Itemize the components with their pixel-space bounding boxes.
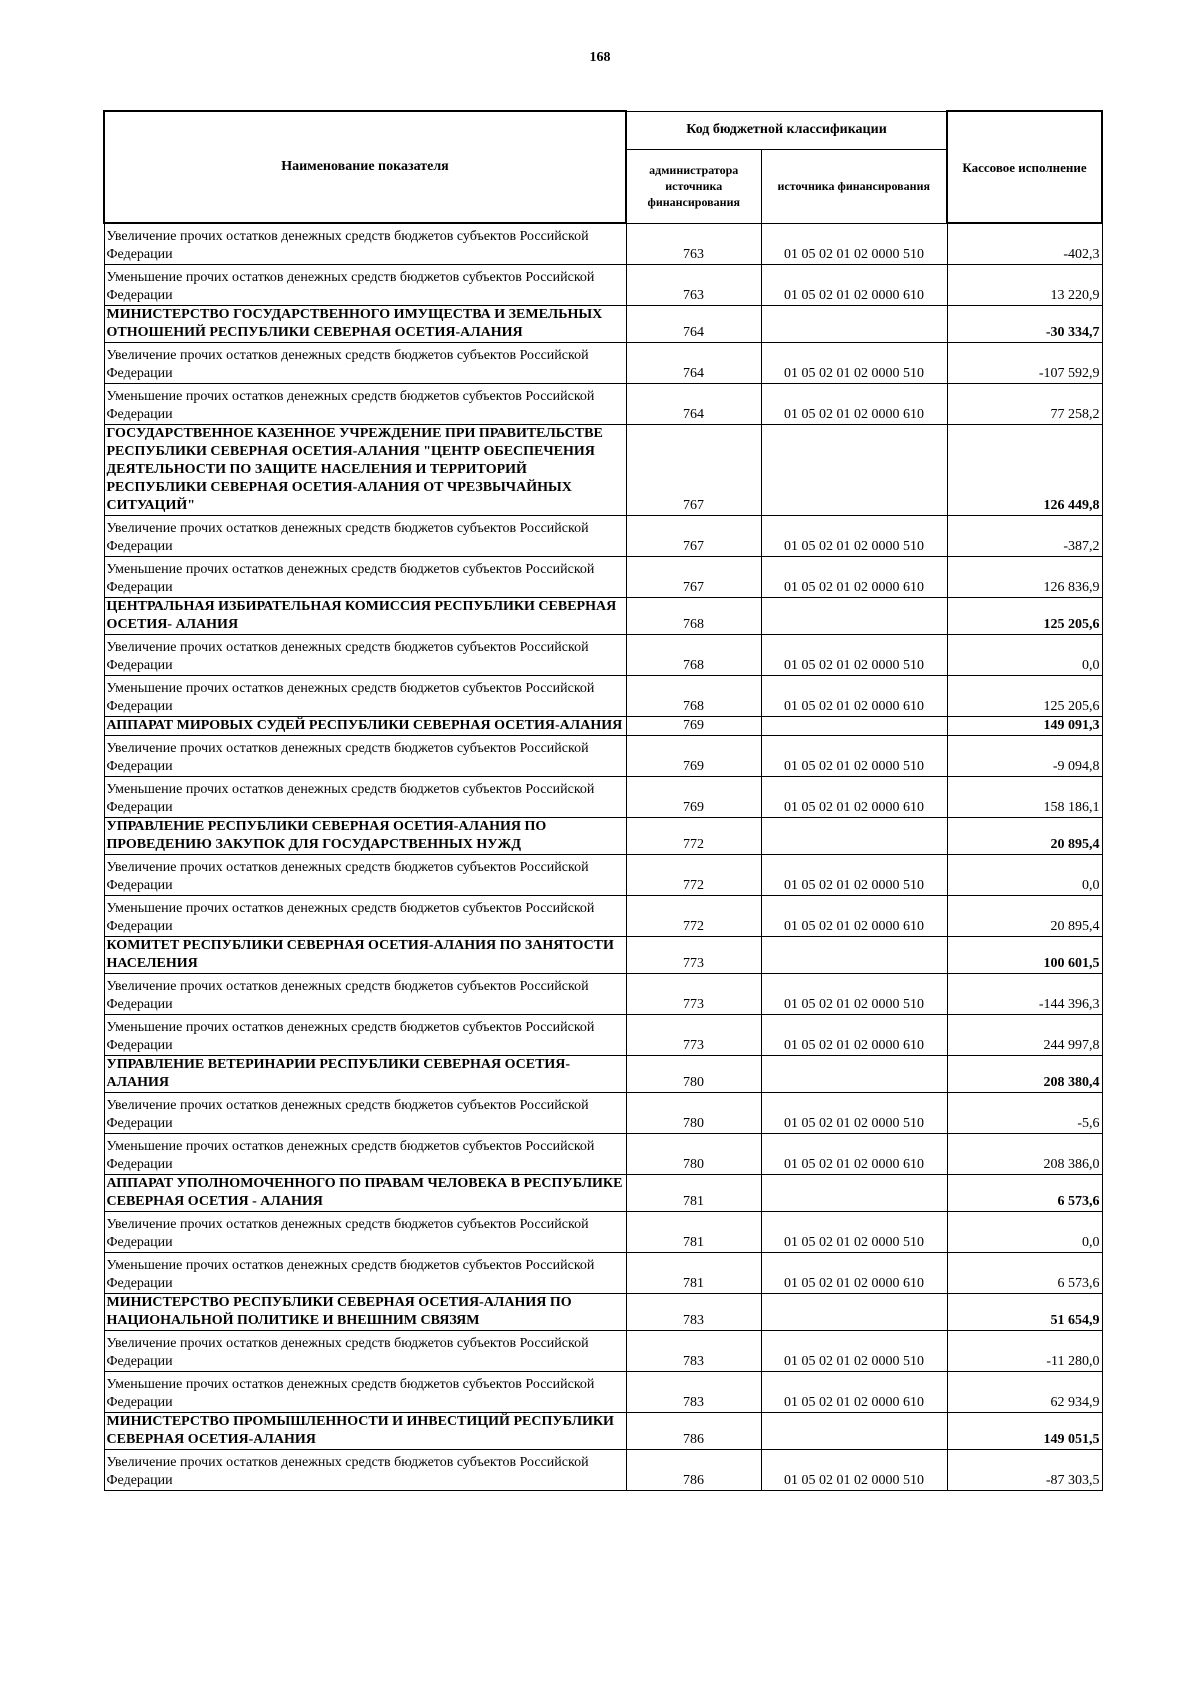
admin-code-cell: 780 — [626, 1092, 761, 1133]
table-row — [104, 1133, 1102, 1174]
name-cell: Уменьшение прочих остатков денежных средств бюджетов субъектов Российской Федерации — [104, 1014, 626, 1055]
admin-code-cell: 783 — [626, 1330, 761, 1371]
name-cell: Уменьшение прочих остатков денежных средств бюджетов субъектов Российской Федерации — [104, 383, 626, 424]
table-row — [104, 342, 1102, 383]
amount-cell: -11 280,0 — [947, 1330, 1102, 1371]
source-code-cell — [761, 1174, 947, 1211]
amount-cell: 149 051,5 — [947, 1412, 1102, 1449]
source-code-cell: 01 05 02 01 02 0000 610 — [761, 1014, 947, 1055]
table-row — [104, 556, 1102, 597]
admin-code-cell: 783 — [626, 1371, 761, 1412]
source-code-cell: 01 05 02 01 02 0000 510 — [761, 634, 947, 675]
source-code-cell: 01 05 02 01 02 0000 610 — [761, 1252, 947, 1293]
admin-code-cell: 781 — [626, 1174, 761, 1211]
amount-cell: 126 449,8 — [947, 424, 1102, 515]
amount-cell: 0,0 — [947, 854, 1102, 895]
amount-cell: 51 654,9 — [947, 1293, 1102, 1330]
source-code-cell — [761, 936, 947, 973]
source-code-cell: 01 05 02 01 02 0000 510 — [761, 515, 947, 556]
table-row — [104, 223, 1102, 264]
table-row-organization — [104, 1174, 1102, 1211]
amount-cell: 6 573,6 — [947, 1252, 1102, 1293]
admin-code-cell: 772 — [626, 854, 761, 895]
name-cell: Увеличение прочих остатков денежных средств бюджетов субъектов Российской Федерации — [104, 223, 626, 264]
source-code-cell: 01 05 02 01 02 0000 610 — [761, 556, 947, 597]
source-code-cell: 01 05 02 01 02 0000 610 — [761, 1133, 947, 1174]
table-row — [104, 1252, 1102, 1293]
header-name-column: Наименование показателя — [104, 111, 626, 223]
admin-code-cell: 769 — [626, 735, 761, 776]
amount-cell: 0,0 — [947, 634, 1102, 675]
amount-cell: 0,0 — [947, 1211, 1102, 1252]
table-row — [104, 515, 1102, 556]
admin-code-cell: 783 — [626, 1293, 761, 1330]
table-row-organization — [104, 597, 1102, 634]
name-cell: Увеличение прочих остатков денежных средств бюджетов субъектов Российской Федерации — [104, 1092, 626, 1133]
name-cell: Уменьшение прочих остатков денежных средств бюджетов субъектов Российской Федерации — [104, 1252, 626, 1293]
table-row-organization — [104, 424, 1102, 515]
admin-code-cell: 763 — [626, 223, 761, 264]
name-cell: Уменьшение прочих остатков денежных средств бюджетов субъектов Российской Федерации — [104, 895, 626, 936]
name-cell: Увеличение прочих остатков денежных средств бюджетов субъектов Российской Федерации — [104, 1211, 626, 1252]
source-code-cell: 01 05 02 01 02 0000 510 — [761, 973, 947, 1014]
admin-code-cell: 763 — [626, 264, 761, 305]
source-code-cell: 01 05 02 01 02 0000 510 — [761, 735, 947, 776]
name-cell: Уменьшение прочих остатков денежных средств бюджетов субъектов Российской Федерации — [104, 264, 626, 305]
admin-code-cell: 767 — [626, 515, 761, 556]
amount-cell: -144 396,3 — [947, 973, 1102, 1014]
amount-cell: 100 601,5 — [947, 936, 1102, 973]
source-code-cell: 01 05 02 01 02 0000 510 — [761, 1092, 947, 1133]
admin-code-cell: 773 — [626, 1014, 761, 1055]
admin-code-cell: 772 — [626, 817, 761, 854]
name-cell: УПРАВЛЕНИЕ РЕСПУБЛИКИ СЕВЕРНАЯ ОСЕТИЯ-АЛАНИЯ ПО ПРОВЕДЕНИЮ ЗАКУПОК ДЛЯ ГОСУДАРСТВЕННЫХ НУЖД — [104, 817, 626, 854]
name-cell: Увеличение прочих остатков денежных средств бюджетов субъектов Российской Федерации — [104, 634, 626, 675]
table-row-organization — [104, 1293, 1102, 1330]
source-code-cell — [761, 597, 947, 634]
table-row — [104, 1014, 1102, 1055]
amount-cell: 126 836,9 — [947, 556, 1102, 597]
table-row — [104, 264, 1102, 305]
admin-code-cell: 780 — [626, 1133, 761, 1174]
amount-cell: 6 573,6 — [947, 1174, 1102, 1211]
source-code-cell: 01 05 02 01 02 0000 610 — [761, 264, 947, 305]
amount-cell: 77 258,2 — [947, 383, 1102, 424]
admin-code-cell: 786 — [626, 1412, 761, 1449]
source-code-cell: 01 05 02 01 02 0000 510 — [761, 342, 947, 383]
name-cell: Уменьшение прочих остатков денежных средств бюджетов субъектов Российской Федерации — [104, 556, 626, 597]
name-cell: МИНИСТЕРСТВО ГОСУДАРСТВЕННОГО ИМУЩЕСТВА И ЗЕМЕЛЬНЫХ ОТНОШЕНИЙ РЕСПУБЛИКИ СЕВЕРНАЯ ОСЕТИЯ-АЛАНИЯ — [104, 305, 626, 342]
amount-cell: 20 895,4 — [947, 895, 1102, 936]
name-cell: Уменьшение прочих остатков денежных средств бюджетов субъектов Российской Федерации — [104, 776, 626, 817]
table-row — [104, 854, 1102, 895]
table-row — [104, 776, 1102, 817]
source-code-cell: 01 05 02 01 02 0000 610 — [761, 675, 947, 716]
table-header — [104, 111, 1102, 223]
amount-cell: -107 592,9 — [947, 342, 1102, 383]
name-cell: Увеличение прочих остатков денежных средств бюджетов субъектов Российской Федерации — [104, 735, 626, 776]
source-code-cell — [761, 1293, 947, 1330]
source-code-cell — [761, 305, 947, 342]
source-code-cell: 01 05 02 01 02 0000 510 — [761, 854, 947, 895]
table-row-organization — [104, 1412, 1102, 1449]
admin-code-cell: 781 — [626, 1211, 761, 1252]
table-body — [104, 223, 1102, 1490]
amount-cell: 244 997,8 — [947, 1014, 1102, 1055]
source-code-cell — [761, 1055, 947, 1092]
name-cell: Увеличение прочих остатков денежных средств бюджетов субъектов Российской Федерации — [104, 854, 626, 895]
table-row — [104, 735, 1102, 776]
header-source-column: источника финансирования — [761, 149, 947, 223]
name-cell: МИНИСТЕРСТВО РЕСПУБЛИКИ СЕВЕРНАЯ ОСЕТИЯ-АЛАНИЯ ПО НАЦИОНАЛЬНОЙ ПОЛИТИКЕ И ВНЕШНИМ СВЯЗЯМ — [104, 1293, 626, 1330]
source-code-cell: 01 05 02 01 02 0000 510 — [761, 223, 947, 264]
name-cell: Увеличение прочих остатков денежных средств бюджетов субъектов Российской Федерации — [104, 342, 626, 383]
table-row — [104, 1449, 1102, 1490]
amount-cell: 149 091,3 — [947, 716, 1102, 735]
amount-cell: -9 094,8 — [947, 735, 1102, 776]
admin-code-cell: 769 — [626, 776, 761, 817]
table-row-organization — [104, 817, 1102, 854]
admin-code-cell: 769 — [626, 716, 761, 735]
table-row — [104, 1330, 1102, 1371]
amount-cell: -402,3 — [947, 223, 1102, 264]
name-cell: УПРАВЛЕНИЕ ВЕТЕРИНАРИИ РЕСПУБЛИКИ СЕВЕРНАЯ ОСЕТИЯ-АЛАНИЯ — [104, 1055, 626, 1092]
name-cell: Увеличение прочих остатков денежных средств бюджетов субъектов Российской Федерации — [104, 1449, 626, 1490]
admin-code-cell: 768 — [626, 634, 761, 675]
table-row-organization — [104, 716, 1102, 735]
amount-cell: -387,2 — [947, 515, 1102, 556]
name-cell: Увеличение прочих остатков денежных средств бюджетов субъектов Российской Федерации — [104, 515, 626, 556]
amount-cell: 158 186,1 — [947, 776, 1102, 817]
admin-code-cell: 786 — [626, 1449, 761, 1490]
source-code-cell: 01 05 02 01 02 0000 610 — [761, 383, 947, 424]
source-code-cell — [761, 424, 947, 515]
source-code-cell — [761, 716, 947, 735]
amount-cell: 62 934,9 — [947, 1371, 1102, 1412]
name-cell: Увеличение прочих остатков денежных средств бюджетов субъектов Российской Федерации — [104, 973, 626, 1014]
admin-code-cell: 768 — [626, 675, 761, 716]
table-row — [104, 973, 1102, 1014]
table-row — [104, 675, 1102, 716]
amount-cell: -87 303,5 — [947, 1449, 1102, 1490]
admin-code-cell: 781 — [626, 1252, 761, 1293]
name-cell: Увеличение прочих остатков денежных средств бюджетов субъектов Российской Федерации — [104, 1330, 626, 1371]
name-cell: ГОСУДАРСТВЕННОЕ КАЗЕННОЕ УЧРЕЖДЕНИЕ ПРИ ПРАВИТЕЛЬСТВЕ РЕСПУБЛИКИ СЕВЕРНАЯ ОСЕТИЯ-АЛАНИЯ "ЦЕНТР ОБЕСПЕЧЕНИЯ ДЕЯТЕЛЬНОСТИ ПО ЗАЩИТЕ НАСЕЛЕНИЯ И ТЕРРИТОРИЙ РЕСПУБЛИКИ СЕВЕРНАЯ ОСЕТИЯ-АЛАНИЯ ОТ ЧРЕЗВЫЧАЙНЫХ СИТУАЦИЙ" — [104, 424, 626, 515]
header-exec-column: Кассовое исполнение — [947, 111, 1102, 223]
amount-cell: 125 205,6 — [947, 675, 1102, 716]
table-row — [104, 1371, 1102, 1412]
table-row — [104, 1092, 1102, 1133]
budget-table — [103, 110, 1103, 1491]
table-row-organization — [104, 936, 1102, 973]
amount-cell: -5,6 — [947, 1092, 1102, 1133]
amount-cell: 208 380,4 — [947, 1055, 1102, 1092]
name-cell: Уменьшение прочих остатков денежных средств бюджетов субъектов Российской Федерации — [104, 675, 626, 716]
name-cell: АППАРАТ МИРОВЫХ СУДЕЙ РЕСПУБЛИКИ СЕВЕРНАЯ ОСЕТИЯ-АЛАНИЯ — [104, 716, 626, 735]
page-number: 168 — [589, 50, 611, 65]
name-cell: МИНИСТЕРСТВО ПРОМЫШЛЕННОСТИ И ИНВЕСТИЦИЙ РЕСПУБЛИКИ СЕВЕРНАЯ ОСЕТИЯ-АЛАНИЯ — [104, 1412, 626, 1449]
source-code-cell: 01 05 02 01 02 0000 510 — [761, 1330, 947, 1371]
header-admin-column: администратора источника финансирования — [626, 149, 761, 223]
admin-code-cell: 780 — [626, 1055, 761, 1092]
source-code-cell — [761, 817, 947, 854]
admin-code-cell: 767 — [626, 424, 761, 515]
table-row — [104, 634, 1102, 675]
amount-cell: 208 386,0 — [947, 1133, 1102, 1174]
name-cell: ЦЕНТРАЛЬНАЯ ИЗБИРАТЕЛЬНАЯ КОМИССИЯ РЕСПУБЛИКИ СЕВЕРНАЯ ОСЕТИЯ- АЛАНИЯ — [104, 597, 626, 634]
header-code-group: Код бюджетной классификации — [626, 111, 947, 149]
name-cell: Уменьшение прочих остатков денежных средств бюджетов субъектов Российской Федерации — [104, 1371, 626, 1412]
source-code-cell: 01 05 02 01 02 0000 610 — [761, 895, 947, 936]
admin-code-cell: 772 — [626, 895, 761, 936]
admin-code-cell: 768 — [626, 597, 761, 634]
table-row — [104, 1211, 1102, 1252]
source-code-cell: 01 05 02 01 02 0000 510 — [761, 1449, 947, 1490]
table-row — [104, 895, 1102, 936]
name-cell: Уменьшение прочих остатков денежных средств бюджетов субъектов Российской Федерации — [104, 1133, 626, 1174]
source-code-cell: 01 05 02 01 02 0000 510 — [761, 1211, 947, 1252]
admin-code-cell: 764 — [626, 383, 761, 424]
admin-code-cell: 764 — [626, 342, 761, 383]
table-row-organization — [104, 1055, 1102, 1092]
amount-cell: -30 334,7 — [947, 305, 1102, 342]
source-code-cell: 01 05 02 01 02 0000 610 — [761, 1371, 947, 1412]
amount-cell: 20 895,4 — [947, 817, 1102, 854]
amount-cell: 13 220,9 — [947, 264, 1102, 305]
admin-code-cell: 767 — [626, 556, 761, 597]
admin-code-cell: 764 — [626, 305, 761, 342]
source-code-cell — [761, 1412, 947, 1449]
table-row — [104, 383, 1102, 424]
amount-cell: 125 205,6 — [947, 597, 1102, 634]
admin-code-cell: 773 — [626, 973, 761, 1014]
table-row-organization — [104, 305, 1102, 342]
source-code-cell: 01 05 02 01 02 0000 610 — [761, 776, 947, 817]
name-cell: КОМИТЕТ РЕСПУБЛИКИ СЕВЕРНАЯ ОСЕТИЯ-АЛАНИЯ ПО ЗАНЯТОСТИ НАСЕЛЕНИЯ — [104, 936, 626, 973]
admin-code-cell: 773 — [626, 936, 761, 973]
name-cell: АППАРАТ УПОЛНОМОЧЕННОГО ПО ПРАВАМ ЧЕЛОВЕКА В РЕСПУБЛИКЕ СЕВЕРНАЯ ОСЕТИЯ - АЛАНИЯ — [104, 1174, 626, 1211]
